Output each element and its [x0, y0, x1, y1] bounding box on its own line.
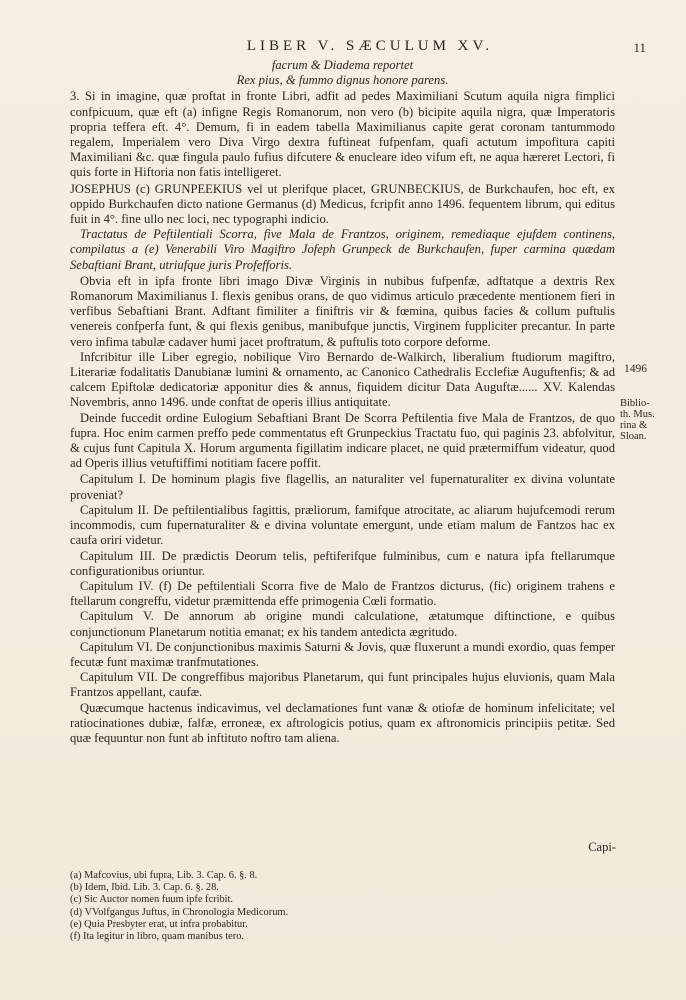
margin-year: 1496 — [624, 363, 647, 375]
body-paragraph: Capitulum VII. De congreffibus majoribus Planetarum, qui funt principales hujus eluvionis, quam Mala Frantzos appellant, caufæ. — [70, 670, 615, 700]
footnote: (c) Sic Auctor nomen fuum ipfe fcribit. — [70, 894, 234, 906]
body-paragraph: Capitulum IV. (f) De peftilentiali Scorra five de Malo de Frantzos dicturus, (fic) originem trahens e ftellarum congreffu, videtur præmittenda effe primogenia Cœli formatio. — [70, 578, 615, 609]
body-paragraph: Rex pius, & fummo dignus honore parens. — [236, 73, 449, 88]
page-number: 11 — [633, 40, 646, 55]
body-paragraph: Capitulum II. De peftilentialibus fagittis, præliorum, famifque atrocitate, ac aliarum hujufcemodi rerum incommodis, cum fupernaturaliter & e divina voluntate emergunt, unde etiam malum de Fantzos hac ex caufa oriri videtur. — [70, 502, 615, 548]
body-paragraph: Tractatus de Peftilentiali Scorra, five Mala de Frantzos, originem, remediaque ejufdem continens, compilatus a (e) Venerabili Viro Magiftro Jofeph Grunpeck de Burkchaufen, fuper carmina quædam Sebaftiani Brant, utriufque juris Profefforis. — [70, 227, 615, 272]
footnote: (b) Idem, Ibid. Lib. 3. Cap. 6. §. 28. — [70, 882, 219, 894]
footnote: (d) VVolfgangus Juftus, in Chronologia Medicorum. — [70, 906, 289, 918]
body-paragraph: Capitulum I. De hominum plagis five flagellis, an naturaliter vel fupernaturaliter ex divina voluntate proveniat? — [70, 472, 615, 502]
running-header: LIBER V. SÆCULUM XV. — [246, 38, 494, 54]
body-paragraph: 3. Si in imagine, quæ proftat in fronte Libri, adfit ad pedes Maximiliani Scutum aquila nigra fimplici confpicuum, quæ eft (a) infigne Regis Romanorum, non vero (b) bicipite aquila nigra, quæ Imperatoris propria teffera eft. 4°. Demum, fi in eadem tabella Maximilianus capite gerat coronam tantummodo regalem, Imperialem vero Diva Virgo dextra fuftineat fufpenfam, quafi actutum impofitura capiti Maximiliani &c. quæ fingula paulo fufius difcutere & enucleare ideo vifum eft, ne aqua hæreret Lectori, fi quis forte in Hiftoria non fatis intelligeret. — [70, 89, 615, 180]
footnote: (a) Mafcovius, ubi fupra, Lib. 3. Cap. 6. §. 8. — [70, 870, 258, 881]
main-text — [70, 58, 615, 746]
body-paragraph: Quæcumque hactenus indicavimus, vel declamationes funt vanæ & otiofæ de hominum infelicitate; vel ratiocinationes dubiæ, falfæ, erroneæ, ex aftrologicis potius, quam ex aftronomicis principiis petitæ. Sed quæ fequuntur non funt ab inftituto noftro tam aliena. — [70, 700, 615, 745]
footnotes — [70, 870, 615, 943]
body-paragraph: facrum & Diadema reportet — [271, 58, 414, 72]
margin-library-line: Biblio- — [620, 398, 650, 409]
footnote: (e) Quia Presbyter erat, ut infra probabitur. — [70, 918, 248, 930]
body-paragraph: Infcribitur ille Liber egregio, nobilique Viro Bernardo de-Walkirch, liberalium ftudiorum magiftro, Literariæ fodalitatis Danubianæ lumini & ornamento, ac Canonico Cathedralis Ecclefiæ Auguftenfis; & ad calcem Epiftolæ dedicatoriæ apponitur dies & annus, fiquidem dicitur Data Auguftæ...... XV. Kalendas Novembris, anno 1496. unde conftat de operis illius antiquitate. — [70, 349, 615, 410]
margin-library-line: Sloan. — [620, 431, 647, 442]
body-paragraph: JOSEPHUS (c) GRUNPEEKIUS vel ut plerifque placet, GRUNBECKIUS, de Burkchaufen, hoc eft, ex oppido Burkchaufen dicto natione Germanus (d) Medicus, fcripfit anno 1496. fequentem librum, qui editus fuit in 4°. fine ullo nec loci, nec typographi indicio. — [70, 181, 615, 227]
body-paragraph: Deinde fuccedit ordine Eulogium Sebaftiani Brant De Scorra Peftilentia five Mala de Frantzos, de quo fupra. Hoc enim carmen preffo pede commentatus eft Grunpeckius Tractatu fuo, qui paginis 23. abfolvitur, & cujus funt Capitula X. Horum argumenta figillatim indicare placet, ne quid prætermiffum videatur, quod ad Operis illius vetuftiffimi notitiam facere poffit. — [70, 410, 615, 471]
margin-library-line: rina & — [620, 420, 648, 431]
footnote: (f) Ita legitur in libro, quam manibus tero. — [70, 931, 244, 943]
margin-library-line: th. Mus. — [620, 409, 655, 420]
body-paragraph: Capitulum III. De prædictis Deorum telis, peftiferifque fulminibus, cum e natura ipfa ftellarumque configurationibus oriuntur. — [70, 548, 615, 578]
body-paragraph: Obvia eft in ipfa fronte libri imago Divæ Virginis in nubibus fufpenfæ, adftatque a dextris Rex Romanorum Maximilianus I. flexis genibus orans, de quo vidimus articulo præcedente mentionem fieri in verfibus Sebaftiani Brant. Adftant fimiliter a finiftris vir & fœmina, quibus facies & collum puftulis venereis confperfa funt, & qui flexis genibus, manibufque junctis, Virginem fuppliciter precantur. In parte vero infima tabulæ cadaver humi jacet proftratum, & puftulis toto corpore deforme. — [70, 273, 615, 349]
margin-library-note — [620, 398, 655, 442]
body-paragraph: Capitulum VI. De conjunctionibus maximis Saturni & Jovis, quæ fluxerunt a mundi exordio, quas femper fecutæ funt maximæ tranfmutationes. — [70, 639, 615, 669]
catchword: Capi- — [588, 840, 616, 854]
body-paragraph: Capitulum V. De annorum ab origine mundi calculatione, ætatumque diftinctione, e quibus conjunctionum Planetarum notitia emanat; ex his tandem antedicta ægritudo. — [70, 609, 615, 639]
